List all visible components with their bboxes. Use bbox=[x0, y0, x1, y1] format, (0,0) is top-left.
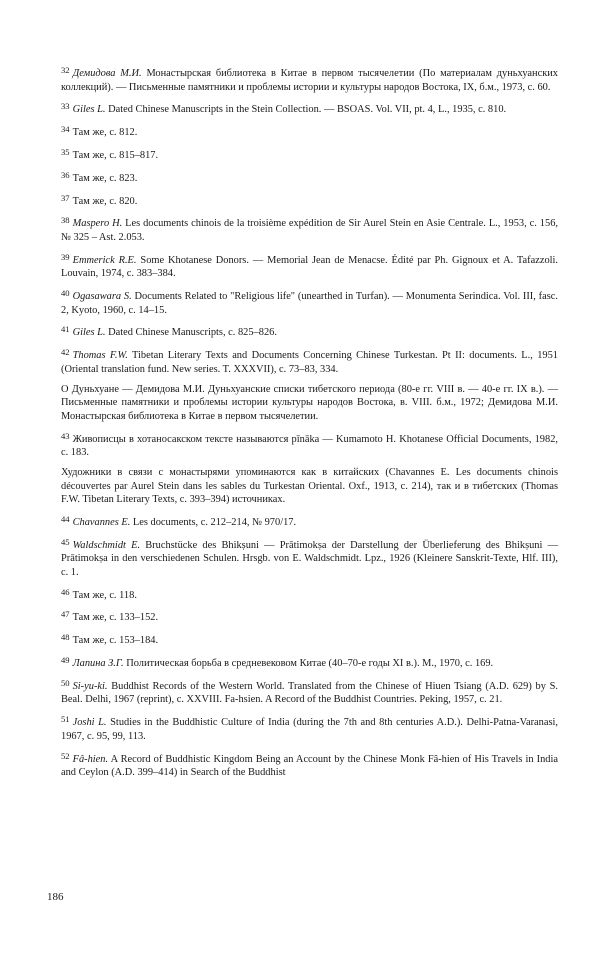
footnote-text: Bruchstücke des Bhikṣuni — Prātimokṣa der Darstellung der Überlieferung des Bhikṣuni — Prātimokṣa in den verschiedenen Schulen. Hrsgb. von E. Waldschmidt. Lpz., 1926 (Kleinere Sanskrit-Texte, Hlf. III), c. 1. bbox=[61, 539, 558, 578]
footnote-text: Tibetan Literary Texts and Documents Concerning Chinese Turkestan. Pt II: documents. L., 1951 (Oriental translation fund. New series. T. XXXVII), c. 73–83, 334. bbox=[61, 350, 558, 375]
footnote-number: 49 bbox=[61, 654, 70, 665]
footnote-author: Waldschmidt E. bbox=[72, 539, 141, 551]
footnote-number: 37 bbox=[61, 192, 70, 203]
footnote-number: 40 bbox=[61, 288, 70, 299]
footnote bbox=[61, 64, 558, 94]
footnote-number: 46 bbox=[61, 586, 70, 597]
footnote-text: Там же, с. 820. bbox=[72, 195, 138, 207]
footnote-author: Ogasawara S. bbox=[72, 291, 132, 303]
footnote bbox=[61, 123, 558, 140]
footnote-number: 47 bbox=[61, 609, 70, 620]
footnote-text: Там же, с. 812. bbox=[72, 127, 138, 139]
footnote-author: Fâ-hien. bbox=[72, 753, 109, 765]
footnote bbox=[61, 430, 558, 460]
footnote-number: 33 bbox=[61, 101, 70, 112]
footnote-number: 48 bbox=[61, 632, 70, 643]
footnote-number: 41 bbox=[61, 324, 70, 335]
footnote-text: Политическая борьба в средневековом Китае (40–70-е годы XI в.). М., 1970, с. 169. bbox=[123, 657, 494, 669]
footnote bbox=[61, 323, 558, 340]
footnote-text: Там же, с. 823. bbox=[72, 172, 138, 184]
footnote bbox=[61, 251, 558, 281]
footnotes bbox=[61, 64, 558, 780]
footnote-number: 50 bbox=[61, 677, 70, 688]
footnote bbox=[61, 214, 558, 244]
footnote bbox=[61, 654, 558, 671]
footnote-number: 44 bbox=[61, 513, 70, 524]
footnote-author: Si-yu-ki. bbox=[72, 680, 108, 692]
footnote-text: Studies in the Buddhistic Culture of India (during the 7th and 8th centuries A.D.). Delhi-Patna-Varanasi, 1967, c. 95, 99, 113. bbox=[61, 717, 558, 742]
footnote-author: Chavannes E. bbox=[72, 516, 131, 528]
footnote-number: 38 bbox=[61, 215, 70, 226]
footnote bbox=[61, 466, 558, 507]
footnote-number: 42 bbox=[61, 347, 70, 358]
footnote bbox=[61, 346, 558, 376]
footnote-text: Dated Chinese Manuscripts, c. 825–826. bbox=[105, 327, 277, 339]
footnote-text: Some Khotanese Donors. — Memorial Jean de Menacse. Édité par Ph. Gignoux et A. Tafazzoli. Louvain, 1974, c. 383–384. bbox=[61, 254, 559, 280]
footnote-author: Maspero H. bbox=[72, 218, 123, 230]
footnote-number: 52 bbox=[61, 750, 70, 761]
footnote-author: Giles L. bbox=[72, 327, 106, 339]
footnote bbox=[61, 169, 558, 186]
footnote bbox=[61, 287, 558, 317]
footnote-number: 39 bbox=[61, 251, 70, 262]
footnote-text: Там же, с. 118. bbox=[72, 589, 137, 601]
footnote-number: 51 bbox=[61, 714, 70, 725]
footnote-number: 45 bbox=[61, 536, 70, 547]
page-number: 186 bbox=[47, 891, 64, 903]
footnote-text: Монастырская библиотека в Китае в первом тысячелетии (По материалам дуньхуанских коллекций). — Письменные памятники и проблемы истории и культуры народов Востока, IX, б.м., 1973, с. 60. bbox=[61, 68, 558, 93]
footnote-text: Documents Related to "Religious life" (unearthed in Turfan). — Monumenta Serindica. Vol. III, fasc. 2, Kyoto, 1960, c. 14–15. bbox=[61, 291, 558, 316]
footnote-text: Живописцы в хотаносакском тексте называются pīnāka — Kumamoto H. Khotanese Official Documents, 1982, c. 183. bbox=[61, 433, 558, 459]
footnote bbox=[61, 536, 558, 580]
footnote-author: Thomas F.W. bbox=[72, 350, 128, 362]
footnote-text: О Дуньхуане — Демидова М.И. Дуньхуанские списки тибетского периода (80-е гг. VIII в. — 40-е гг. IX в.). — Письменные памятники и проблемы истории культуры народов Востока, в. VIII. б.м., 1972; Демидова М.И. Монастырская библиотека в Китае в первом тысячелетии. bbox=[61, 383, 558, 422]
footnote-text: Художники в связи с монастырями упоминаются как в китайских (Chavannes E. Les documents chinois découvertes par Aurel Stein dans les sables du Turkestan Oriental. Oxf., 1913, c. 214), так и в тибетских (Thomas F.W. Tibetan Literary Texts, c. 393–394) источниках. bbox=[61, 466, 558, 506]
footnote-text: Les documents, c. 212–214, № 970/17. bbox=[130, 516, 297, 528]
footnote bbox=[61, 677, 558, 707]
footnote bbox=[61, 713, 558, 743]
footnote-text: Там же, с. 153–184. bbox=[72, 635, 159, 647]
footnote bbox=[61, 608, 558, 625]
footnote-text: Dated Chinese Manuscripts in the Stein Collection. — BSOAS. Vol. VII, pt. 4, L., 1935, c. 810. bbox=[105, 104, 507, 116]
footnote-author: Giles L. bbox=[72, 104, 106, 116]
footnote-number: 32 bbox=[61, 65, 70, 75]
footnote-number: 35 bbox=[61, 146, 70, 157]
footnote bbox=[61, 513, 558, 530]
footnote-text: Buddhist Records of the Western World. Translated from the Chinese of Hiuen Tsiang (A.D. 629) by S. Beal. Delhi, 1967 (reprint), c. XXVIII. Fa-hsien. A Record of the Buddhist Countries. Peking, 1957, c. 21. bbox=[61, 680, 558, 706]
footnote bbox=[61, 750, 558, 780]
footnote-number: 43 bbox=[61, 430, 70, 441]
footnote-text: Там же, с. 815–817. bbox=[72, 149, 159, 161]
footnote bbox=[61, 146, 558, 163]
footnote-author: Joshi L. bbox=[72, 717, 107, 729]
footnote bbox=[61, 586, 558, 603]
footnote bbox=[61, 192, 558, 209]
footnote bbox=[61, 383, 558, 424]
footnote-text: A Record of Buddhistic Kingdom Being an Account by the Chinese Monk Fâ-hien of His Travels in India and Ceylon (A.D. 399–414) in Search of the Buddhist bbox=[61, 753, 558, 779]
footnote-author: Демидова М.И. bbox=[72, 68, 142, 79]
footnote-text: Les documents chinois de la troisième expédition de Sir Aurel Stein en Asie Centrale. L., 1953, c. 156, № 325 – Ast. 2.053. bbox=[61, 218, 558, 243]
footnote-number: 34 bbox=[61, 124, 70, 135]
footnote bbox=[61, 631, 558, 648]
footnote-number: 36 bbox=[61, 169, 70, 180]
footnote-author: Лапина З.Г. bbox=[72, 657, 124, 669]
footnote-author: Emmerick R.E. bbox=[72, 254, 137, 266]
footnote-text: Там же, с. 133–152. bbox=[72, 612, 159, 624]
footnote bbox=[61, 100, 558, 117]
